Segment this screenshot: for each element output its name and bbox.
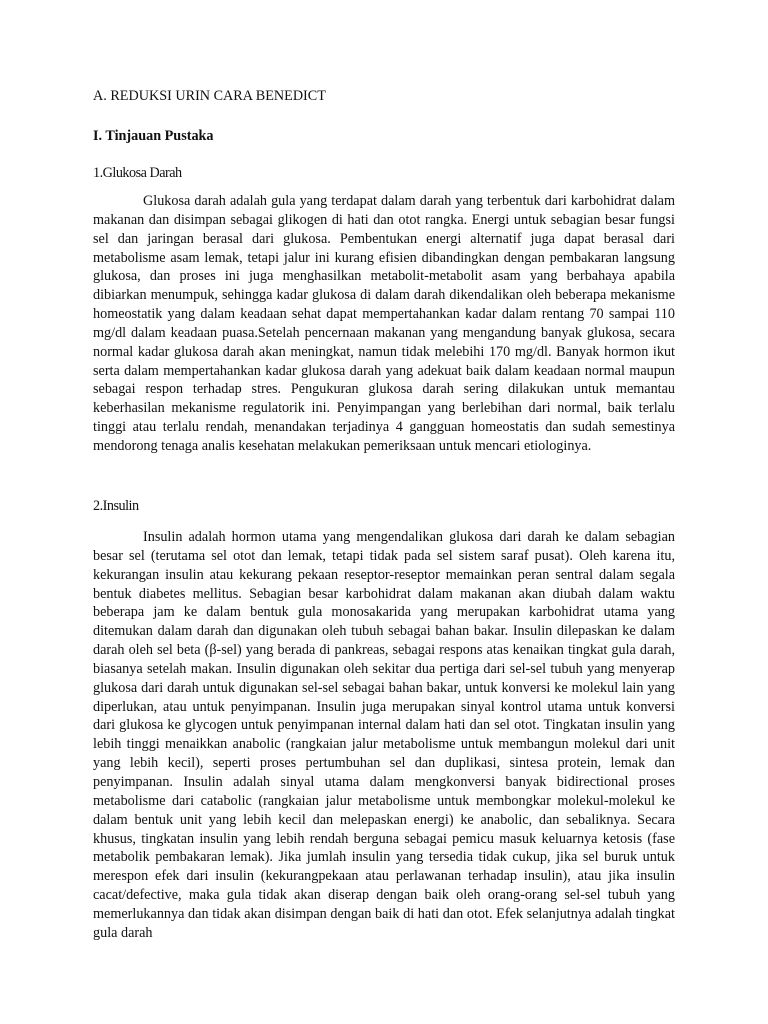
paragraph-glukosa-darah: Glukosa darah adalah gula yang terdapat dalam darah yang terbentuk dari karbohidrat dalam makanan dan disimpan sebagai glikogen di hati dan otot rangka. Energi untuk sebagian besar fungsi sel dan jaringan berasal dari glukosa. Pembentukan energi alternatif juga dapat berasal dari metabolisme asam lemak, tetapi jalur ini kurang efisien dibandingkan dengan pembakaran langsung glukosa, dan proses ini juga menghasilkan metabolit-metabolit asam yang berbahaya apabila dibiarkan menumpuk, sehingga kadar glukosa di dalam darah dikendalikan oleh beberapa mekanisme homeostatik yang dalam keadaan sehat dapat mempertahankan kadar dalam rentang 70 sampai 110 mg/dl dalam keadaan puasa.Setelah pencernaan makanan yang mengandung banyak glukosa, secara normal kadar glukosa darah akan meningkat, namun tidak melebihi 170 mg/dl. Banyak hormon ikut serta dalam mempertahankan kadar glukosa darah yang adekuat baik dalam keadaan normal maupun sebagai respon terhadap stres. Pengukuran glukosa darah sering dilakukan untuk memantau keberhasilan mekanisme regulatorik ini. Penyimpangan yang berlebihan dari normal, baik terlalu tinggi atau terlalu rendah, menandakan terjadinya 4 gangguan homeostatis dan sudah semestinya mendorong tenaga analis kesehatan melakukan pemeriksaan untuk mencari etiologinya. <box>93 193 675 454</box>
document-title: A. REDUKSI URIN CARA BENEDICT <box>93 88 326 104</box>
subsection-heading-glukosa-darah: 1.Glukosa Darah <box>93 165 182 181</box>
subsection-heading-insulin: 2.Insulin <box>93 498 139 514</box>
section-heading: I. Tinjauan Pustaka <box>93 128 214 144</box>
paragraph-insulin: Insulin adalah hormon utama yang mengendalikan glukosa dari darah ke dalam sebagian besar sel (terutama sel otot dan lemak, tetapi tidak pada sel sistem saraf pusat). Oleh karena itu, kekurangan insulin atau kekurang pekaan reseptor-reseptor memainkan peran sentral dalam segala bentuk diabetes mellitus. Sebagian besar karbohidrat dalam makanan akan diubah dalam waktu beberapa jam ke dalam bentuk gula monosakarida yang merupakan karbohidrat utama yang ditemukan dalam darah dan digunakan oleh tubuh sebagai bahan bakar. Insulin dilepaskan ke dalam darah oleh sel beta (β-sel) yang berada di pankreas, sebagai respons atas kenaikan tingkat gula darah, biasanya setelah makan. Insulin digunakan oleh sekitar dua pertiga dari sel-sel tubuh yang menyerap glukosa dari darah untuk digunakan sel-sel sebagai bahan bakar, untuk konversi ke molekul lain yang diperlukan, atau untuk penyimpanan. Insulin juga merupakan sinyal kontrol utama untuk konversi dari glukosa ke glycogen untuk penyimpanan internal dalam hati dan sel otot. Tingkatan insulin yang lebih tinggi menaikkan anabolic (rangkaian jalur metabolisme untuk membangun molekul dari unit yang lebih kecil), seperti proses pertumbuhan sel dan duplikasi, sintesa protein, lemak dan penyimpanan. Insulin adalah sinyal utama dalam mengkonversi banyak bidirectional proses metabolisme dari catabolic (rangkaian jalur metabolisme untuk membongkar molekul-molekul ke dalam bentuk unit yang lebih kecil dan melepaskan energi) ke anabolic, dan sebaliknya. Secara khusus, tingkatan insulin yang lebih rendah berguna sebagai pemicu masuk keluarnya ketosis (fase metabolik pembakaran lemak). Jika jumlah insulin yang tersedia tidak cukup, jika sel buruk untuk merespon efek dari insulin (kekurangpekaan atau perlawanan terhadap insulin), atau jika insulin cacat/defective, maka gula tidak akan diserap dengan baik oleh orang-orang sel-sel tubuh yang memerlukannya dan tidak akan disimpan dengan baik di hati dan otot. Efek selanjutnya adalah tingkat gula darah <box>93 529 675 941</box>
